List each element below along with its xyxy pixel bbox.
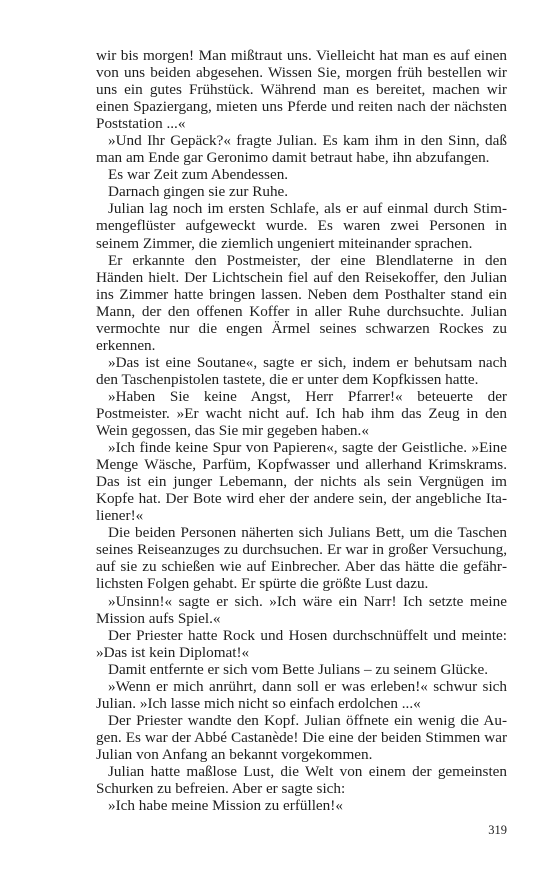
paragraph: Julian hatte maßlose Lust, die Welt von einem der gemeinsten Schurken zu befreien. Aber er sagte sich: xyxy=(96,762,507,798)
paragraph: Es war Zeit zum Abendessen. xyxy=(108,166,289,184)
paragraph: Julian lag noch im ersten Schlafe, als er auf einmal durch Stimmengeflüster aufgeweckt wurde. Es waren zwei Personen in seinem Zimmer, die ziemlich ungeniert miteinander sprachen. xyxy=(96,200,507,252)
paragraph: Er erkannte den Postmeister, der eine Blendlaterne in den Händen hielt. Der Lichtschein fiel auf den Reisekoffer, den Julian ins Zimmer hatte bringen lassen. Neben dem Posthalter stand ein Mann, der den offenen Koffer in aller Ruhe durchsuchte. Julian vermochte nur die engen Ärmel seines schwarzen Rockes zu erkennen. xyxy=(96,251,507,354)
paragraph: »Wenn er mich anrührt, dann soll er was erleben!« schwur sich Julian. »Ich lasse mich nicht so einfach erdolchen ...« xyxy=(96,677,507,712)
paragraph: wir bis morgen! Man mißtraut uns. Vielleicht hat man es auf einen von uns beiden abgesehen. Wissen Sie, morgen früh bestellen wir uns ein gutes Frühstück. Während man es bereitet, machen wir einen Spaziergang, mieten uns Pferde und reiten nach der nächsten Poststation ...« xyxy=(96,47,507,133)
paragraph: Der Priester hatte Rock und Hosen durchschnüffelt und meinte: »Das ist kein Diplomat!« xyxy=(96,626,507,661)
paragraph: »Und Ihr Gepäck?« fragte Julian. Es kam ihm in den Sinn, daß man am Ende gar Geronimo damit betraut habe, ihn abzufangen. xyxy=(96,132,507,167)
paragraph: »Ich finde keine Spur von Papieren«, sagte der Geistliche. »Eine Menge Wäsche, Parfüm, Kopfwasser und allerhand Krimskrams. Das ist ein junger Lebemann, der nichts als sein Vergnügen im Kopfe hat. Der Bote wird eher der andere sein, der angebliche Italiener!« xyxy=(96,439,507,525)
paragraph: »Ich habe meine Mission zu erfüllen!« xyxy=(108,797,343,815)
paragraph: »Das ist eine Soutane«, sagte er sich, indem er behutsam nach den Taschenpistolen tastete, die er unter dem Kopfkissen hatte. xyxy=(96,353,507,388)
paragraph: Die beiden Personen näherten sich Julians Bett, um die Taschen seines Reiseanzuges zu durchsuchen. Er war in großer Versuchung, auf sie zu schießen wie auf Einbrecher. Aber das hätte die gefährlichsten Folgen gehabt. Er spürte die größte Lust dazu. xyxy=(96,524,507,593)
paragraph: »Unsinn!« sagte er sich. »Ich wäre ein Narr! Ich setzte meine Mission aufs Spiel.« xyxy=(96,592,507,627)
page-number: 319 xyxy=(488,823,507,837)
paragraph: Der Priester wandte den Kopf. Julian öffnete ein wenig die Augen. Es war der Abbé Castanède! Die eine der beiden Stimmen war Julian von Anfang an bekannt vorgekommen. xyxy=(96,711,507,763)
paragraph: Damit entfernte er sich vom Bette Julians – zu seinem Glücke. xyxy=(108,660,488,678)
paragraph: Darnach gingen sie zur Ruhe. xyxy=(108,183,289,201)
body-text xyxy=(96,47,507,814)
paragraph: »Haben Sie keine Angst, Herr Pfarrer!« beteuerte der Postmeister. »Er wacht nicht auf. Ich hab ihm das Zeug in den Wein gegossen, das Sie mir gegeben haben.« xyxy=(96,387,507,440)
